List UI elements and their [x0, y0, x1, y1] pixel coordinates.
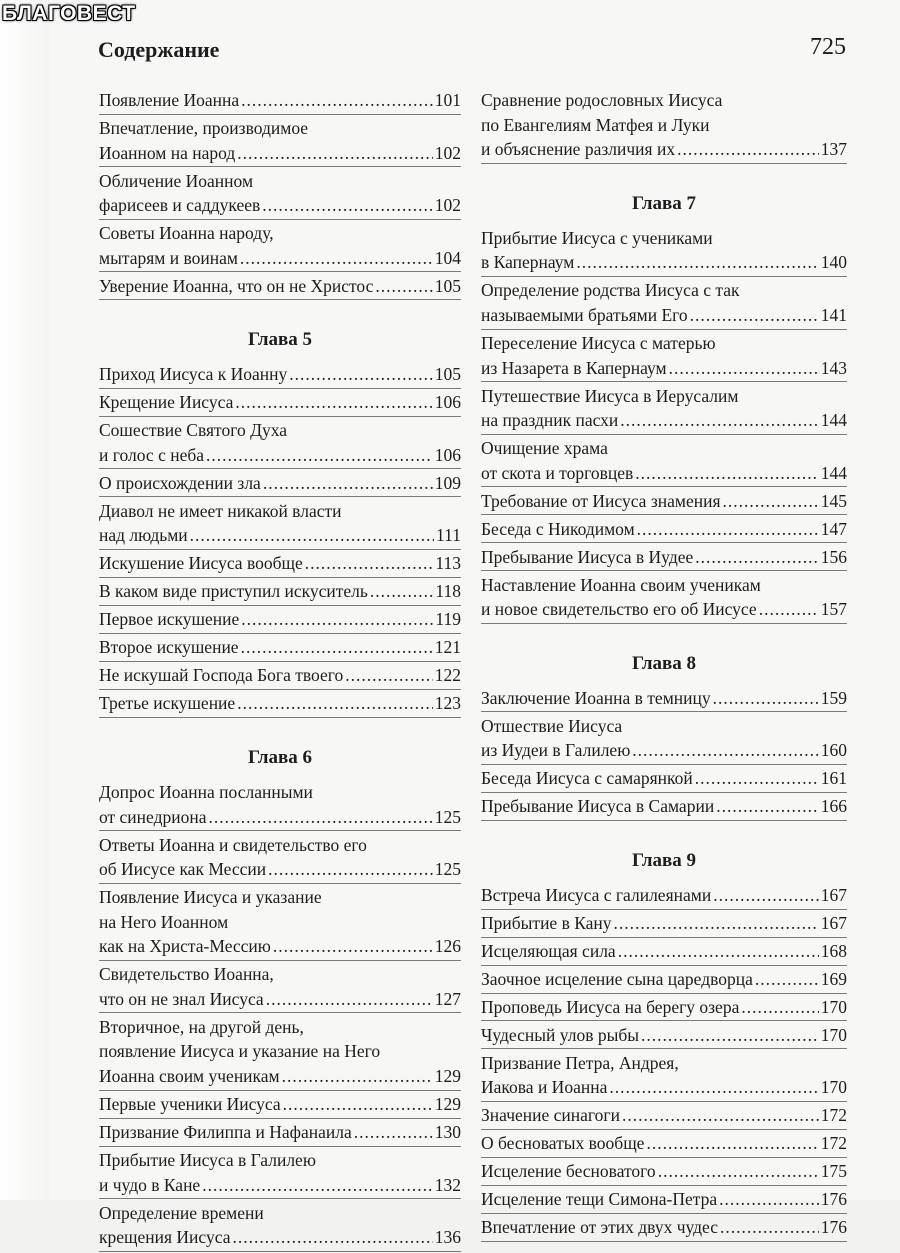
toc-entry[interactable]	[481, 794, 847, 821]
toc-entry-title-line: и объяснение различия их	[481, 139, 676, 160]
toc-entry-title-line: крещения Иисуса	[99, 1227, 231, 1248]
toc-entry-title-line: Крещение Иисуса	[99, 392, 234, 413]
toc-entry-title-line: Беседа с Никодимом	[481, 518, 635, 539]
toc-page-number: 121	[434, 637, 461, 658]
toc-page-number: 145	[820, 490, 847, 511]
toc-entry[interactable]	[481, 545, 847, 572]
toc-entry[interactable]	[99, 780, 461, 831]
toc-entry[interactable]	[481, 278, 847, 329]
toc-entry-title-line: Путешествие Иисуса в Иерусалим	[481, 385, 739, 406]
toc-entry[interactable]	[99, 1148, 461, 1199]
toc-entry-title-line: Искушение Иисуса вообще	[99, 553, 303, 574]
dot-leader	[283, 1092, 433, 1117]
toc-entry[interactable]	[481, 714, 847, 765]
toc-entry[interactable]	[99, 1120, 461, 1147]
toc-entry[interactable]	[481, 226, 847, 277]
toc-section	[99, 327, 461, 718]
toc-entry-title-line: и голос с неба	[99, 444, 205, 465]
toc-entry-title-line: Очищение храма	[481, 438, 608, 459]
toc-page-number: 109	[434, 472, 461, 493]
toc-page-number: 175	[820, 1161, 847, 1182]
dot-leader	[202, 1173, 433, 1198]
toc-page-number: 176	[820, 1189, 847, 1210]
toc-entry[interactable]	[99, 1201, 461, 1252]
toc-entry[interactable]	[481, 331, 847, 382]
toc-page-number: 166	[820, 796, 847, 817]
toc-page-number: 123	[434, 693, 461, 714]
toc-entry[interactable]	[481, 489, 847, 516]
toc-entry[interactable]	[481, 939, 847, 966]
dot-leader	[208, 805, 432, 830]
dot-leader	[273, 934, 433, 959]
dot-leader	[614, 911, 819, 936]
toc-entry[interactable]	[99, 499, 461, 550]
dot-leader	[658, 1159, 819, 1184]
toc-entry[interactable]	[99, 362, 461, 389]
toc-page-number: 130	[434, 1122, 461, 1142]
toc-page-number: 111	[436, 525, 461, 546]
dot-leader	[669, 356, 819, 381]
toc-page-number: 106	[434, 392, 461, 413]
toc-entry[interactable]	[99, 579, 461, 606]
toc-entry[interactable]	[99, 663, 461, 690]
chapter-heading: Глава 9	[631, 849, 697, 871]
toc-section	[481, 191, 847, 624]
dot-leader	[677, 137, 819, 162]
toc-entry[interactable]	[99, 221, 461, 272]
dot-leader	[370, 579, 434, 604]
toc-entry-title-line: Значение синагоги	[481, 1105, 620, 1126]
dot-leader	[237, 141, 432, 166]
page-number: 725	[810, 34, 846, 60]
toc-entry-title-line: Первые ученики Иисуса	[99, 1094, 281, 1115]
toc-entry[interactable]	[481, 1159, 847, 1186]
toc-entry-title-line: называемыми братьями Его	[481, 304, 688, 325]
toc-entry[interactable]	[481, 384, 847, 435]
toc-page-number: 169	[820, 968, 847, 989]
toc-entry[interactable]	[481, 911, 847, 938]
toc-entry-title-line: и чудо в Кане	[99, 1174, 201, 1195]
dot-leader	[609, 1075, 818, 1100]
dot-leader	[263, 471, 433, 496]
toc-entry-title-line: в Капернаум	[481, 252, 575, 273]
dot-leader	[622, 1103, 819, 1128]
toc-entry-title-line: Третье искушение	[99, 693, 236, 714]
toc-page-number: 161	[820, 768, 847, 789]
toc-entry-title-line: Впечатление, производимое	[99, 117, 309, 138]
toc-page-number: 102	[434, 142, 461, 163]
toc-entry-title-line: как на Христа-Мессию	[99, 936, 271, 957]
toc-section	[99, 745, 461, 1252]
toc-entry-title-line: Прибытие Иисуса в Галилею	[99, 1149, 316, 1170]
toc-right-column	[481, 88, 847, 1243]
toc-entry[interactable]	[99, 635, 461, 662]
toc-page-number: 176	[820, 1217, 847, 1238]
toc-page-number: 156	[820, 546, 847, 567]
toc-page-number: 126	[434, 936, 461, 957]
toc-entry-title-line: Обличение Иоанном	[99, 170, 254, 191]
toc-page-number: 143	[820, 357, 847, 378]
toc-page-number: 101	[434, 90, 461, 110]
dot-leader	[695, 545, 818, 570]
toc-page-number: 141	[820, 304, 847, 325]
toc-entry-title-line: Пребывание Иисуса в Иудее	[481, 546, 694, 567]
dot-leader	[237, 691, 433, 716]
toc-entry[interactable]	[481, 1103, 847, 1130]
dot-leader	[716, 794, 819, 819]
toc-page-number: 119	[435, 609, 461, 630]
chapter-heading: Глава 8	[631, 652, 697, 674]
dot-leader	[576, 250, 818, 275]
toc-page-number: 105	[434, 364, 461, 385]
toc-entry[interactable]	[481, 883, 847, 910]
toc-entry[interactable]	[481, 517, 847, 544]
toc-entry-title-line: Не искушай Господа Бога твоего	[99, 665, 344, 686]
toc-entry-title-line: фарисеев и саддукеев	[99, 195, 261, 216]
toc-page-number: 129	[434, 1094, 461, 1115]
toc-entry-title-line: из Назарета в Капернаум	[481, 357, 667, 378]
dot-leader	[646, 1131, 818, 1156]
toc-entry[interactable]	[99, 1015, 461, 1091]
toc-page-number: 157	[820, 599, 847, 620]
toc-page-number: 104	[434, 247, 461, 268]
toc-entry[interactable]	[99, 169, 461, 220]
dot-leader	[190, 523, 434, 548]
toc-page-number: 167	[820, 912, 847, 933]
dot-leader	[235, 390, 432, 415]
toc-entry-title-line: Первое искушение	[99, 609, 240, 630]
toc-entry[interactable]	[99, 607, 461, 634]
dot-leader	[240, 246, 433, 271]
dot-leader	[232, 1225, 432, 1250]
dot-leader	[618, 939, 819, 964]
toc-entry-title-line: Требование от Иисуса знамения	[481, 490, 721, 511]
dot-leader	[713, 883, 819, 908]
toc-page-number: 144	[820, 462, 847, 483]
toc-page-number: 118	[435, 581, 461, 602]
toc-entry-title-line: по Евангелиям Матфея и Луки	[481, 114, 710, 135]
toc-page-number: 170	[820, 996, 847, 1017]
toc-entry[interactable]	[481, 573, 847, 624]
toc-section	[99, 88, 461, 300]
toc-entry-title-line: на праздник пасхи	[481, 410, 619, 431]
toc-entry-title-line: Впечатление от этих двух чудес	[481, 1217, 719, 1238]
toc-page-number: 113	[435, 553, 461, 574]
toc-entry-title-line: Беседа Иисуса с самарянкой	[481, 768, 693, 789]
toc-entry-title-line: Заочное исцеление сына царедворца	[481, 968, 753, 989]
toc-entry[interactable]	[481, 1187, 847, 1214]
watermark-logo: БЛАГОВЕСТ	[2, 2, 136, 25]
dot-leader	[755, 967, 819, 992]
toc-entry[interactable]	[99, 691, 461, 718]
toc-entry-title-line: и новое свидетельство его об Иисусе	[481, 599, 757, 620]
toc-entry-title-line: Иоанном на народ	[99, 142, 236, 163]
toc-entry-title-line: Прибытие Иисуса с учениками	[481, 227, 713, 248]
toc-entry[interactable]	[481, 88, 847, 164]
toc-page-number: 132	[434, 1174, 461, 1195]
toc-page-number: 160	[820, 740, 847, 761]
toc-entry[interactable]	[481, 1023, 847, 1050]
toc-left-column	[99, 88, 461, 1253]
toc-entry-title-line: что он не знал Иисуса	[99, 988, 264, 1009]
toc-entry[interactable]	[481, 1215, 847, 1242]
toc-page-number: 168	[820, 940, 847, 961]
dot-leader	[268, 857, 433, 882]
toc-entry-title-line: над людьми	[99, 525, 188, 546]
toc-entry-title-line: Призвание Филиппа и Нафанаила	[99, 1122, 352, 1142]
dot-leader	[206, 443, 433, 468]
toc-entry-title-line: Иакова и Иоанна	[481, 1077, 608, 1098]
toc-entry[interactable]	[99, 885, 461, 961]
toc-page-number: 170	[820, 1024, 847, 1045]
dot-leader	[241, 635, 433, 660]
toc-entry[interactable]	[481, 967, 847, 994]
toc-entry-title-line: Исцеление тещи Симона-Петра	[481, 1189, 718, 1210]
toc-entry-title-line: Наставление Иоанна своим ученикам	[481, 574, 761, 595]
dot-leader	[713, 686, 819, 711]
dot-leader	[759, 597, 819, 622]
toc-page-number: 106	[434, 444, 461, 465]
running-head: Содержание	[98, 37, 220, 62]
dot-leader	[266, 987, 433, 1012]
toc-entry-title-line: появление Иисуса и указание на Него	[99, 1041, 381, 1062]
toc-page-number: 137	[820, 139, 847, 160]
dot-leader	[641, 1023, 819, 1048]
toc-entry-title-line: Появление Иисуса и указание	[99, 887, 322, 908]
toc-page-number: 129	[434, 1066, 461, 1087]
toc-entry-title-line: Допрос Иоанна посланными	[99, 781, 313, 802]
toc-entry-title-line: В каком виде приступил искуситель	[99, 581, 368, 602]
dot-leader	[354, 1120, 433, 1145]
dot-leader	[695, 766, 819, 791]
toc-entry[interactable]	[99, 88, 461, 115]
toc-entry-title-line: Иоанна своим ученикам	[99, 1066, 280, 1087]
toc-entry-title-line: Переселение Иисуса с матерью	[481, 332, 716, 353]
toc-entry-title-line: О происхождении зла	[99, 472, 261, 493]
toc-page-number: 159	[820, 687, 847, 708]
toc-entry-title-line: Призвание Петра, Андрея,	[481, 1052, 679, 1073]
toc-entry[interactable]	[99, 116, 461, 167]
page-gutter	[0, 0, 50, 1200]
toc-entry[interactable]	[481, 1131, 847, 1158]
toc-entry[interactable]	[99, 471, 461, 498]
toc-entry-title-line: О бесноватых вообще	[481, 1133, 645, 1154]
toc-page-number: 170	[820, 1077, 847, 1098]
toc-page-number: 136	[434, 1227, 461, 1248]
dot-leader	[632, 738, 818, 763]
toc-page-number: 140	[820, 252, 847, 273]
dot-leader	[345, 663, 433, 688]
toc-entry-title-line: от синедриона	[99, 806, 207, 827]
dot-leader	[637, 517, 819, 542]
toc-entry-title-line: Диавол не имеет никакой власти	[99, 500, 342, 521]
toc-entry-title-line: из Иудеи в Галилею	[481, 740, 631, 761]
dot-leader	[375, 274, 432, 299]
dot-leader	[241, 88, 433, 113]
toc-page-number: 172	[820, 1105, 847, 1126]
toc-entry-title-line: Приход Иисуса к Иоанну	[99, 364, 288, 385]
toc-page-number: 122	[434, 665, 461, 686]
toc-entry-title-line: Встреча Иисуса с галилеянами	[481, 884, 712, 905]
toc-entry-title-line: Исцеляющая сила	[481, 940, 616, 961]
dot-leader	[620, 408, 818, 433]
toc-entry-title-line: Отшествие Иисуса	[481, 715, 623, 736]
toc-section	[481, 88, 847, 164]
dot-leader	[635, 461, 818, 486]
toc-entry-title-line: об Иисусе как Мессии	[99, 859, 267, 880]
toc-entry[interactable]	[481, 436, 847, 487]
toc-entry[interactable]	[99, 833, 461, 884]
toc-entry-title-line: Появление Иоанна	[99, 90, 240, 110]
toc-entry-title-line: Определение времени	[99, 1202, 264, 1223]
toc-entry[interactable]	[99, 274, 461, 301]
toc-entry-title-line: Ответы Иоанна и свидетельство его	[99, 834, 367, 855]
dot-leader	[305, 551, 434, 576]
dot-leader	[720, 1215, 819, 1240]
chapter-heading: Глава 5	[247, 329, 313, 351]
toc-page-number: 172	[820, 1133, 847, 1154]
toc-entry-title-line: Чудесный улов рыбы	[481, 1024, 640, 1045]
toc-entry[interactable]	[99, 962, 461, 1013]
toc-page-number: 102	[434, 195, 461, 216]
toc-entry-title-line: мытарям и воинам	[99, 247, 238, 268]
toc-entry-title-line: Сравнение родословных Иисуса	[481, 90, 723, 110]
toc-entry-title-line: Пребывание Иисуса в Самарии	[481, 796, 715, 817]
dot-leader	[289, 362, 432, 387]
toc-entry[interactable]	[481, 686, 847, 713]
toc-entry[interactable]	[99, 418, 461, 469]
toc-entry-title-line: на Него Иоанном	[99, 911, 229, 932]
toc-entry[interactable]	[99, 390, 461, 417]
toc-entry-title-line: Советы Иоанна народу,	[99, 223, 274, 244]
toc-page-number: 125	[434, 806, 461, 827]
toc-entry-title-line: Заключение Иоанна в темницу	[481, 687, 711, 708]
toc-page-number: 127	[434, 988, 461, 1009]
toc-entry-title-line: Вторичное, на другой день,	[99, 1016, 304, 1037]
chapter-heading: Глава 6	[247, 746, 313, 768]
toc-entry[interactable]	[481, 766, 847, 793]
toc-entry-title-line: Свидетельство Иоанна,	[99, 964, 274, 985]
toc-entry[interactable]	[99, 551, 461, 578]
dot-leader	[241, 607, 433, 632]
dot-leader	[690, 303, 819, 328]
dot-leader	[741, 995, 818, 1020]
toc-entry-title-line: Исцеление бесноватого	[481, 1161, 656, 1182]
dot-leader	[262, 193, 432, 218]
toc-entry-title-line: Сошествие Святого Духа	[99, 420, 288, 441]
toc-page-number: 105	[434, 275, 461, 296]
toc-section	[481, 848, 847, 1242]
toc-entry-title-line: Уверение Иоанна, что он не Христос	[99, 275, 374, 296]
toc-page-number: 147	[820, 518, 847, 539]
toc-page-number: 167	[820, 884, 847, 905]
toc-entry-title-line: Прибытие в Кану	[481, 912, 612, 933]
toc-entry[interactable]	[481, 1051, 847, 1102]
toc-section	[481, 651, 847, 821]
dot-leader	[282, 1064, 433, 1089]
toc-entry[interactable]	[481, 995, 847, 1022]
toc-entry-title-line: от скота и торговцев	[481, 462, 634, 483]
toc-page-number: 125	[434, 859, 461, 880]
toc-page-number: 144	[820, 410, 847, 431]
toc-entry-title-line: Определение родства Иисуса с так	[481, 280, 740, 301]
toc-entry[interactable]	[99, 1092, 461, 1119]
dot-leader	[723, 489, 819, 514]
toc-entry-title-line: Второе искушение	[99, 637, 239, 658]
chapter-heading: Глава 7	[631, 192, 697, 214]
toc-entry-title-line: Проповедь Иисуса на берегу озера	[481, 996, 740, 1017]
